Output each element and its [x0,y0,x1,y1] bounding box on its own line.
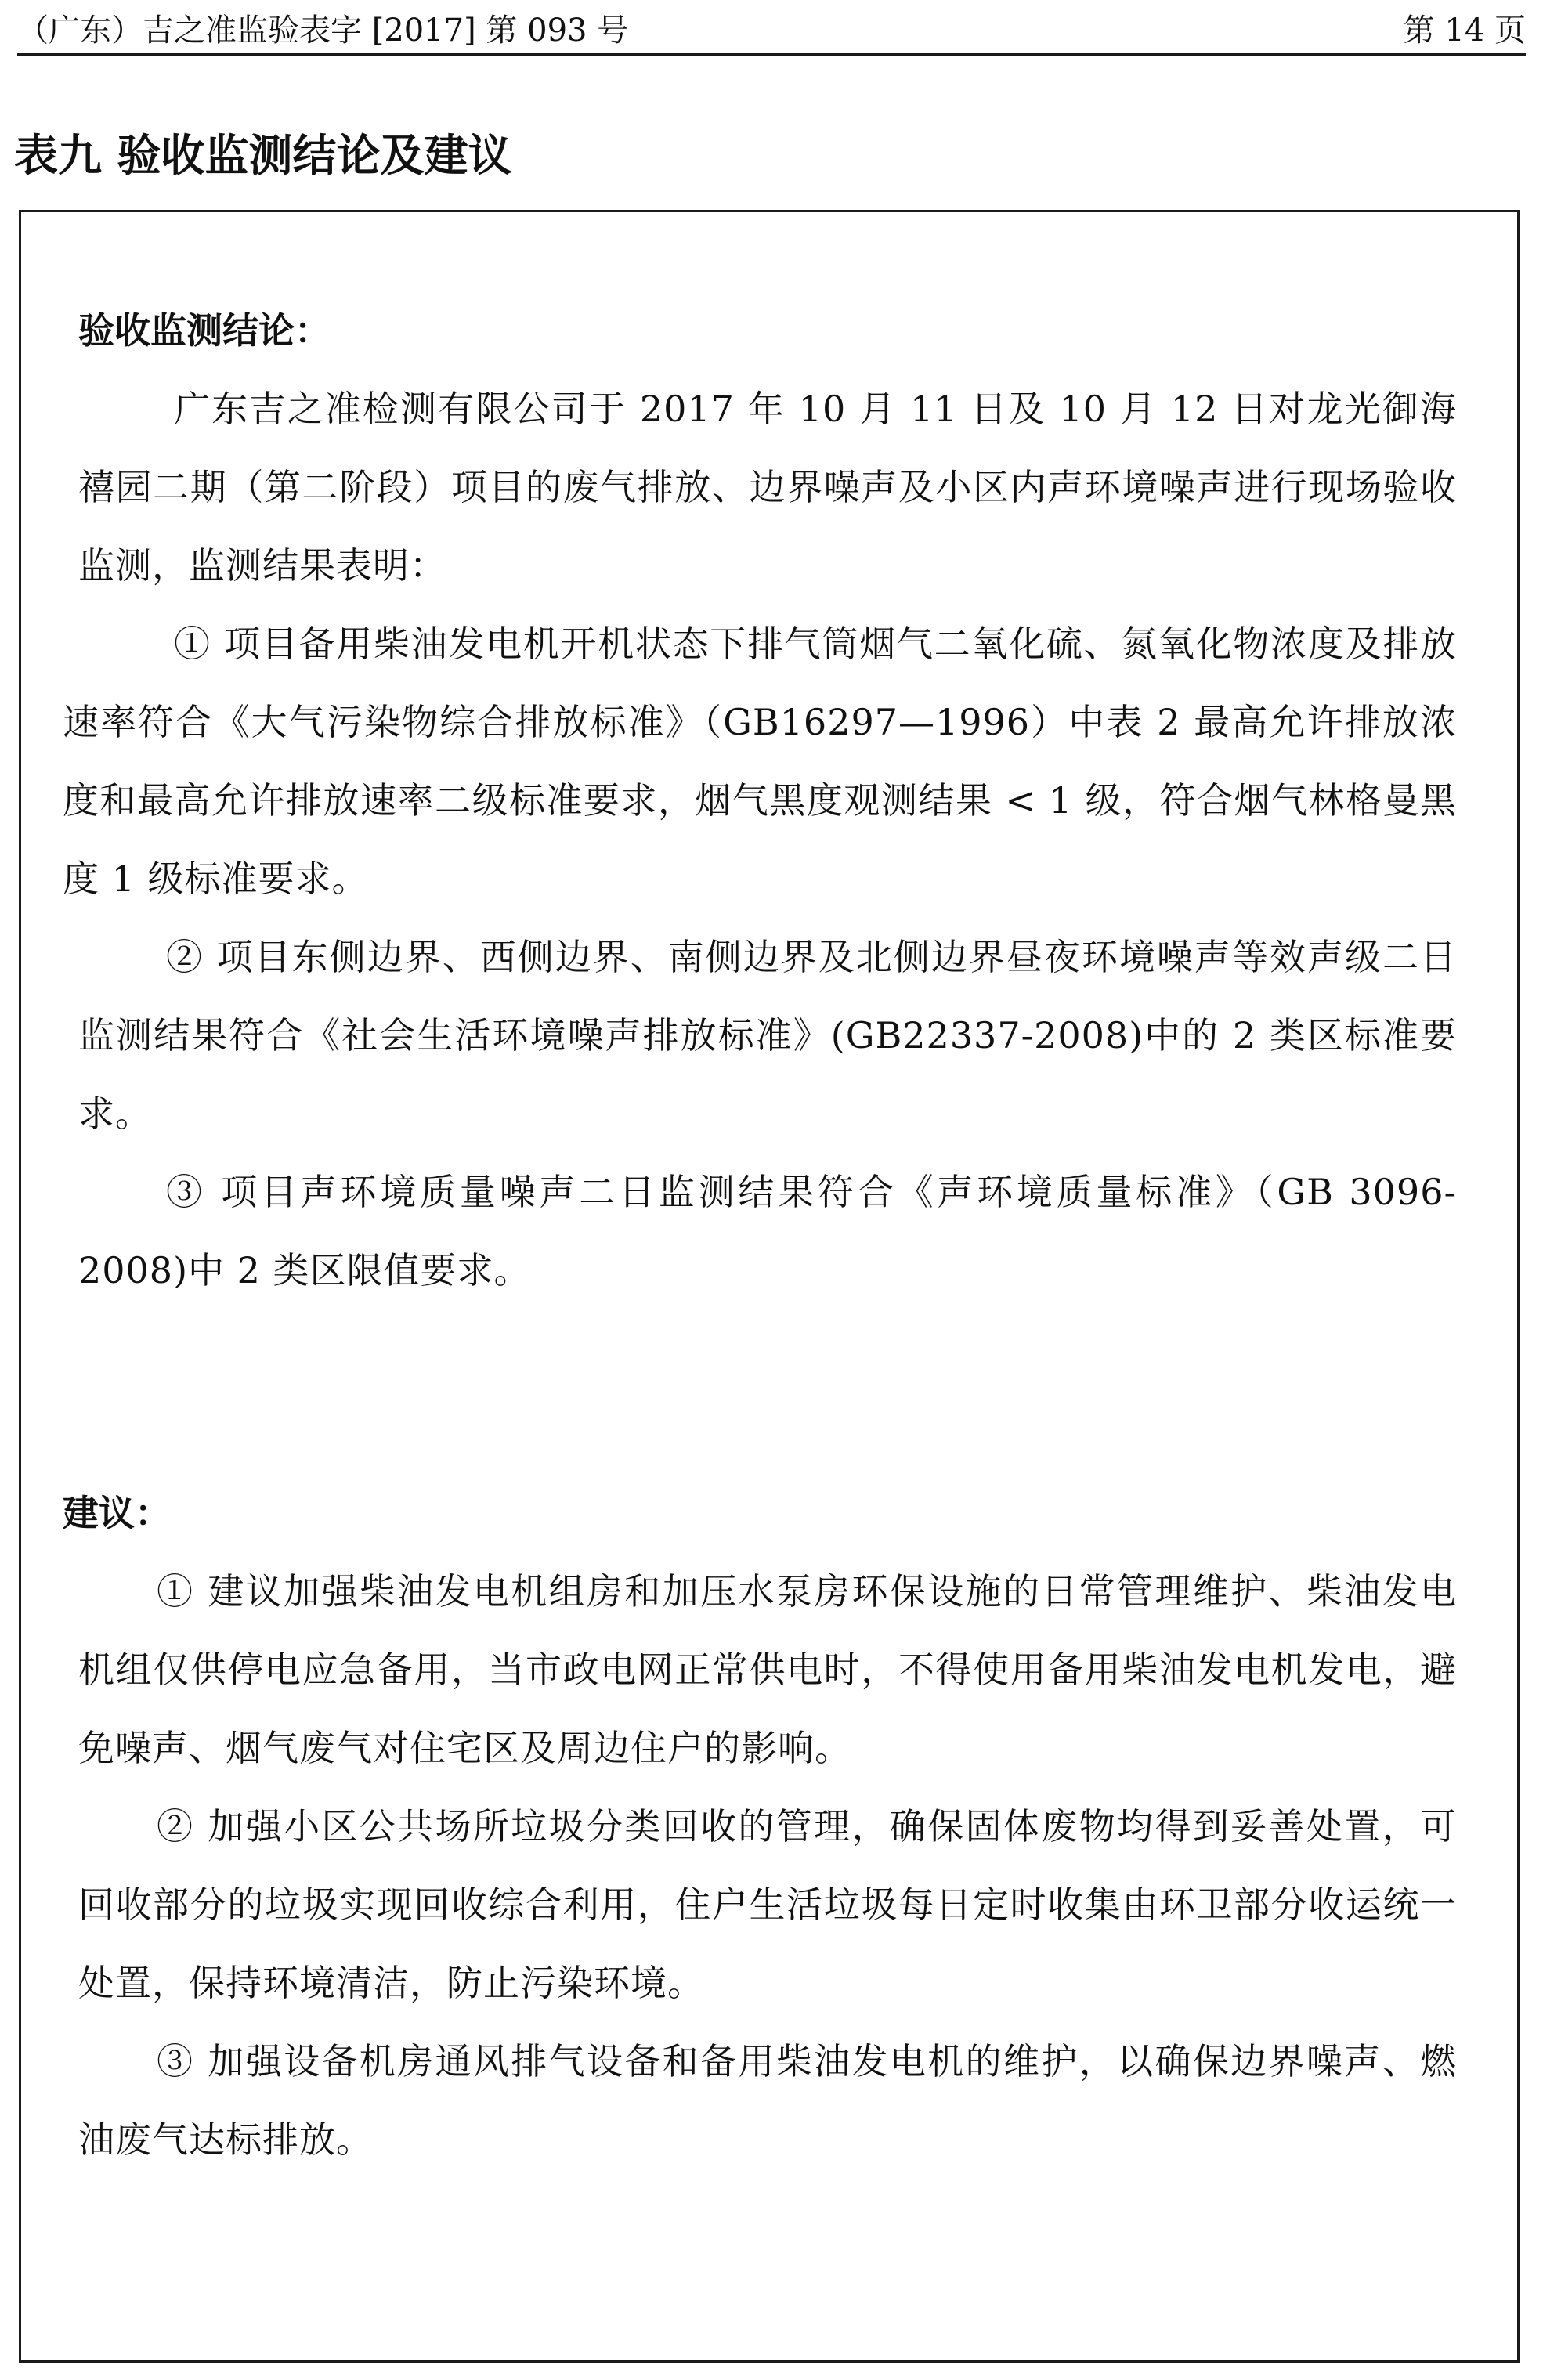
suggestions-heading: 建议： [63,1492,171,1534]
section-title: 表九 验收监测结论及建议 [14,131,512,182]
suggestion-item-3: ③ 加强设备机房通风排气设备和备用柴油发电机的维护，以确保边界噪声、燃油废气达标排放。 [78,2040,1457,2161]
page-header [17,8,1526,56]
conclusion-item-3: ③ 项目声环境质量噪声二日监测结果符合《声环境质量标准》（GB 3096-2008)中 2 类区限值要求。 [78,1171,1457,1291]
page-number: 第 14 页 [1403,13,1526,49]
conclusion-intro: 广东吉之准检测有限公司于 2017 年 10 月 11 日及 10 月 12 日对龙光御海禧园二期（第二阶段）项目的废气排放、边界噪声及小区内声环境噪声进行现场验收监测，监测结果表明： [78,388,1457,587]
suggestion-item-1: ① 建议加强柴油发电机组房和加压水泵房环保设施的日常管理维护、柴油发电机组仅供停电应急备用，当市政电网正常供电时，不得使用备用柴油发电机发电，避免噪声、烟气废气对住宅区及周边住户的影响。 [78,1570,1457,1769]
conclusion-item-2: ② 项目东侧边界、西侧边界、南侧边界及北侧边界昼夜环境噪声等效声级二日监测结果符合《社会生活环境噪声排放标准》(GB22337-2008)中的 2 类区标准要求。 [78,936,1457,1135]
suggestion-item-2: ② 加强小区公共场所垃圾分类回收的管理，确保固体废物均得到妥善处置，可回收部分的垃圾实现回收综合利用，住户生活垃圾每日定时收集由环卫部分收运统一处置，保持环境清洁，防止污染环境。 [78,1805,1457,2004]
conclusion-item-1: ① 项目备用柴油发电机开机状态下排气筒烟气二氧化硫、氮氧化物浓度及排放速率符合《大气污染物综合排放标准》（GB16297—1996）中表 2 最高允许排放浓度和最高允许排放速率二级标准要求，烟气黑度观测结果 < 1 级，符合烟气林格曼黑度 1 级标准要求。 [63,623,1457,900]
document-reference: （广东）吉之准监验表字 [2017] 第 093 号 [17,13,629,49]
conclusion-heading: 验收监测结论： [78,309,331,352]
